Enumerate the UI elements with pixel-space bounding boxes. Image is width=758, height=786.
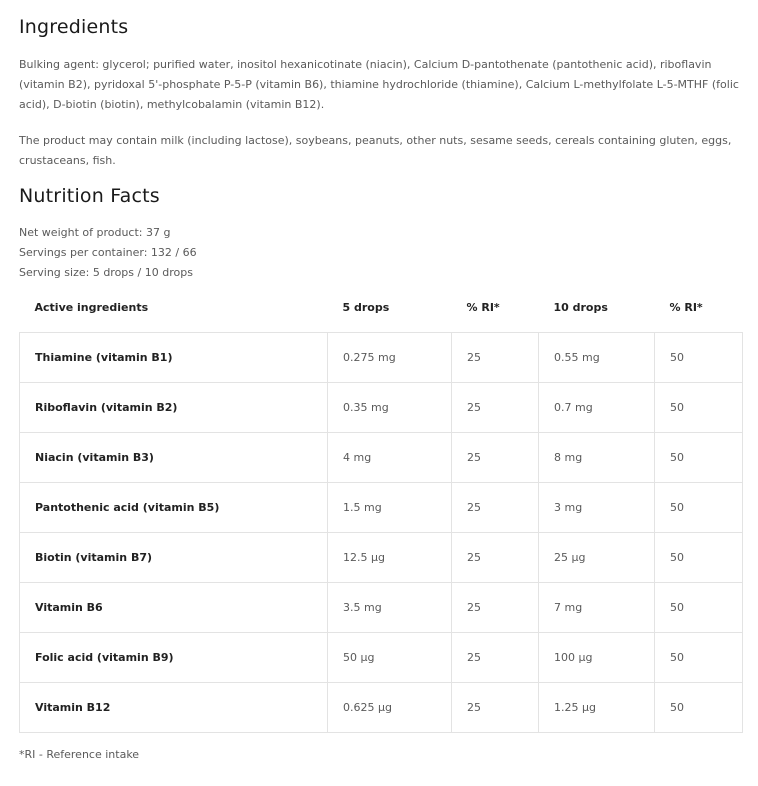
table-row bbox=[20, 583, 743, 633]
header-ri-10-drops: % RI* bbox=[669, 301, 703, 314]
ri-5-drops: 25 bbox=[452, 483, 539, 533]
amount-5-drops: 3.5 mg bbox=[328, 583, 452, 633]
ingredient-name: Riboflavin (vitamin B2) bbox=[20, 383, 328, 433]
amount-10-drops: 7 mg bbox=[539, 583, 655, 633]
ri-10-drops: 50 bbox=[655, 583, 743, 633]
amount-5-drops: 1.5 mg bbox=[328, 483, 452, 533]
amount-10-drops: 100 µg bbox=[539, 633, 655, 683]
header-5-drops: 5 drops bbox=[342, 301, 390, 314]
table-row bbox=[20, 433, 743, 483]
table-row bbox=[20, 483, 743, 533]
amount-10-drops: 1.25 µg bbox=[539, 683, 655, 733]
header-active-ingredients: Active ingredients bbox=[34, 301, 149, 314]
ri-5-drops: 25 bbox=[452, 683, 539, 733]
ri-10-drops: 50 bbox=[655, 333, 743, 383]
ingredient-name: Folic acid (vitamin B9) bbox=[20, 633, 328, 683]
ri-5-drops: 25 bbox=[452, 533, 539, 583]
servings-per-container: Servings per container: 132 / 66 bbox=[19, 246, 197, 259]
table-row bbox=[20, 533, 743, 583]
ri-5-drops: 25 bbox=[452, 433, 539, 483]
amount-10-drops: 0.7 mg bbox=[539, 383, 655, 433]
header-10-drops: 10 drops bbox=[553, 301, 608, 314]
amount-5-drops: 4 mg bbox=[328, 433, 452, 483]
table-row bbox=[20, 333, 743, 383]
amount-10-drops: 25 µg bbox=[539, 533, 655, 583]
ingredient-name: Niacin (vitamin B3) bbox=[20, 433, 328, 483]
ingredient-name: Thiamine (vitamin B1) bbox=[20, 333, 328, 383]
ingredient-name: Pantothenic acid (vitamin B5) bbox=[20, 483, 328, 533]
table-header-row bbox=[20, 283, 743, 333]
serving-size: Serving size: 5 drops / 10 drops bbox=[19, 266, 193, 279]
table-row bbox=[20, 683, 743, 733]
product-meta bbox=[19, 223, 197, 283]
ri-5-drops: 25 bbox=[452, 633, 539, 683]
ri-10-drops: 50 bbox=[655, 683, 743, 733]
ingredient-name: Vitamin B6 bbox=[20, 583, 328, 633]
amount-10-drops: 0.55 mg bbox=[539, 333, 655, 383]
amount-10-drops: 8 mg bbox=[539, 433, 655, 483]
ingredients-composition: Bulking agent: glycerol; purified water, inositol hexanicotinate (niacin), Calcium D-pantothenate (pantothenic acid), riboflavin (vitamin B2), pyridoxal 5'-phosphate P-5-P (vitamin B6), thiamine hydrochloride (thiamine), Calcium L-methylfolate L-5-MTHF (folic acid), D-biotin (biotin), methylcobalamin (vitamin B12). bbox=[19, 58, 739, 111]
amount-10-drops: 3 mg bbox=[539, 483, 655, 533]
header-ri-5-drops: % RI* bbox=[466, 301, 500, 314]
allergen-statement: The product may contain milk (including lactose), soybeans, peanuts, other nuts, sesame seeds, cereals containing gluten, eggs, crustaceans, fish. bbox=[19, 134, 732, 167]
ingredient-name: Biotin (vitamin B7) bbox=[20, 533, 328, 583]
nutrition-facts-heading: Nutrition Facts bbox=[19, 185, 160, 207]
ingredient-name: Vitamin B12 bbox=[20, 683, 328, 733]
amount-5-drops: 12.5 µg bbox=[328, 533, 452, 583]
ri-5-drops: 25 bbox=[452, 383, 539, 433]
ri-5-drops: 25 bbox=[452, 333, 539, 383]
ri-10-drops: 50 bbox=[655, 383, 743, 433]
amount-5-drops: 50 µg bbox=[328, 633, 452, 683]
ri-10-drops: 50 bbox=[655, 533, 743, 583]
amount-5-drops: 0.625 µg bbox=[328, 683, 452, 733]
ri-footnote: *RI - Reference intake bbox=[19, 748, 140, 761]
ri-10-drops: 50 bbox=[655, 633, 743, 683]
ri-10-drops: 50 bbox=[655, 483, 743, 533]
net-weight: Net weight of product: 37 g bbox=[19, 226, 171, 239]
ri-5-drops: 25 bbox=[452, 583, 539, 633]
table-row bbox=[20, 633, 743, 683]
amount-5-drops: 0.35 mg bbox=[328, 383, 452, 433]
table-row bbox=[20, 383, 743, 433]
ingredients-heading: Ingredients bbox=[19, 16, 129, 38]
ri-10-drops: 50 bbox=[655, 433, 743, 483]
nutrition-table bbox=[19, 283, 743, 733]
amount-5-drops: 0.275 mg bbox=[328, 333, 452, 383]
